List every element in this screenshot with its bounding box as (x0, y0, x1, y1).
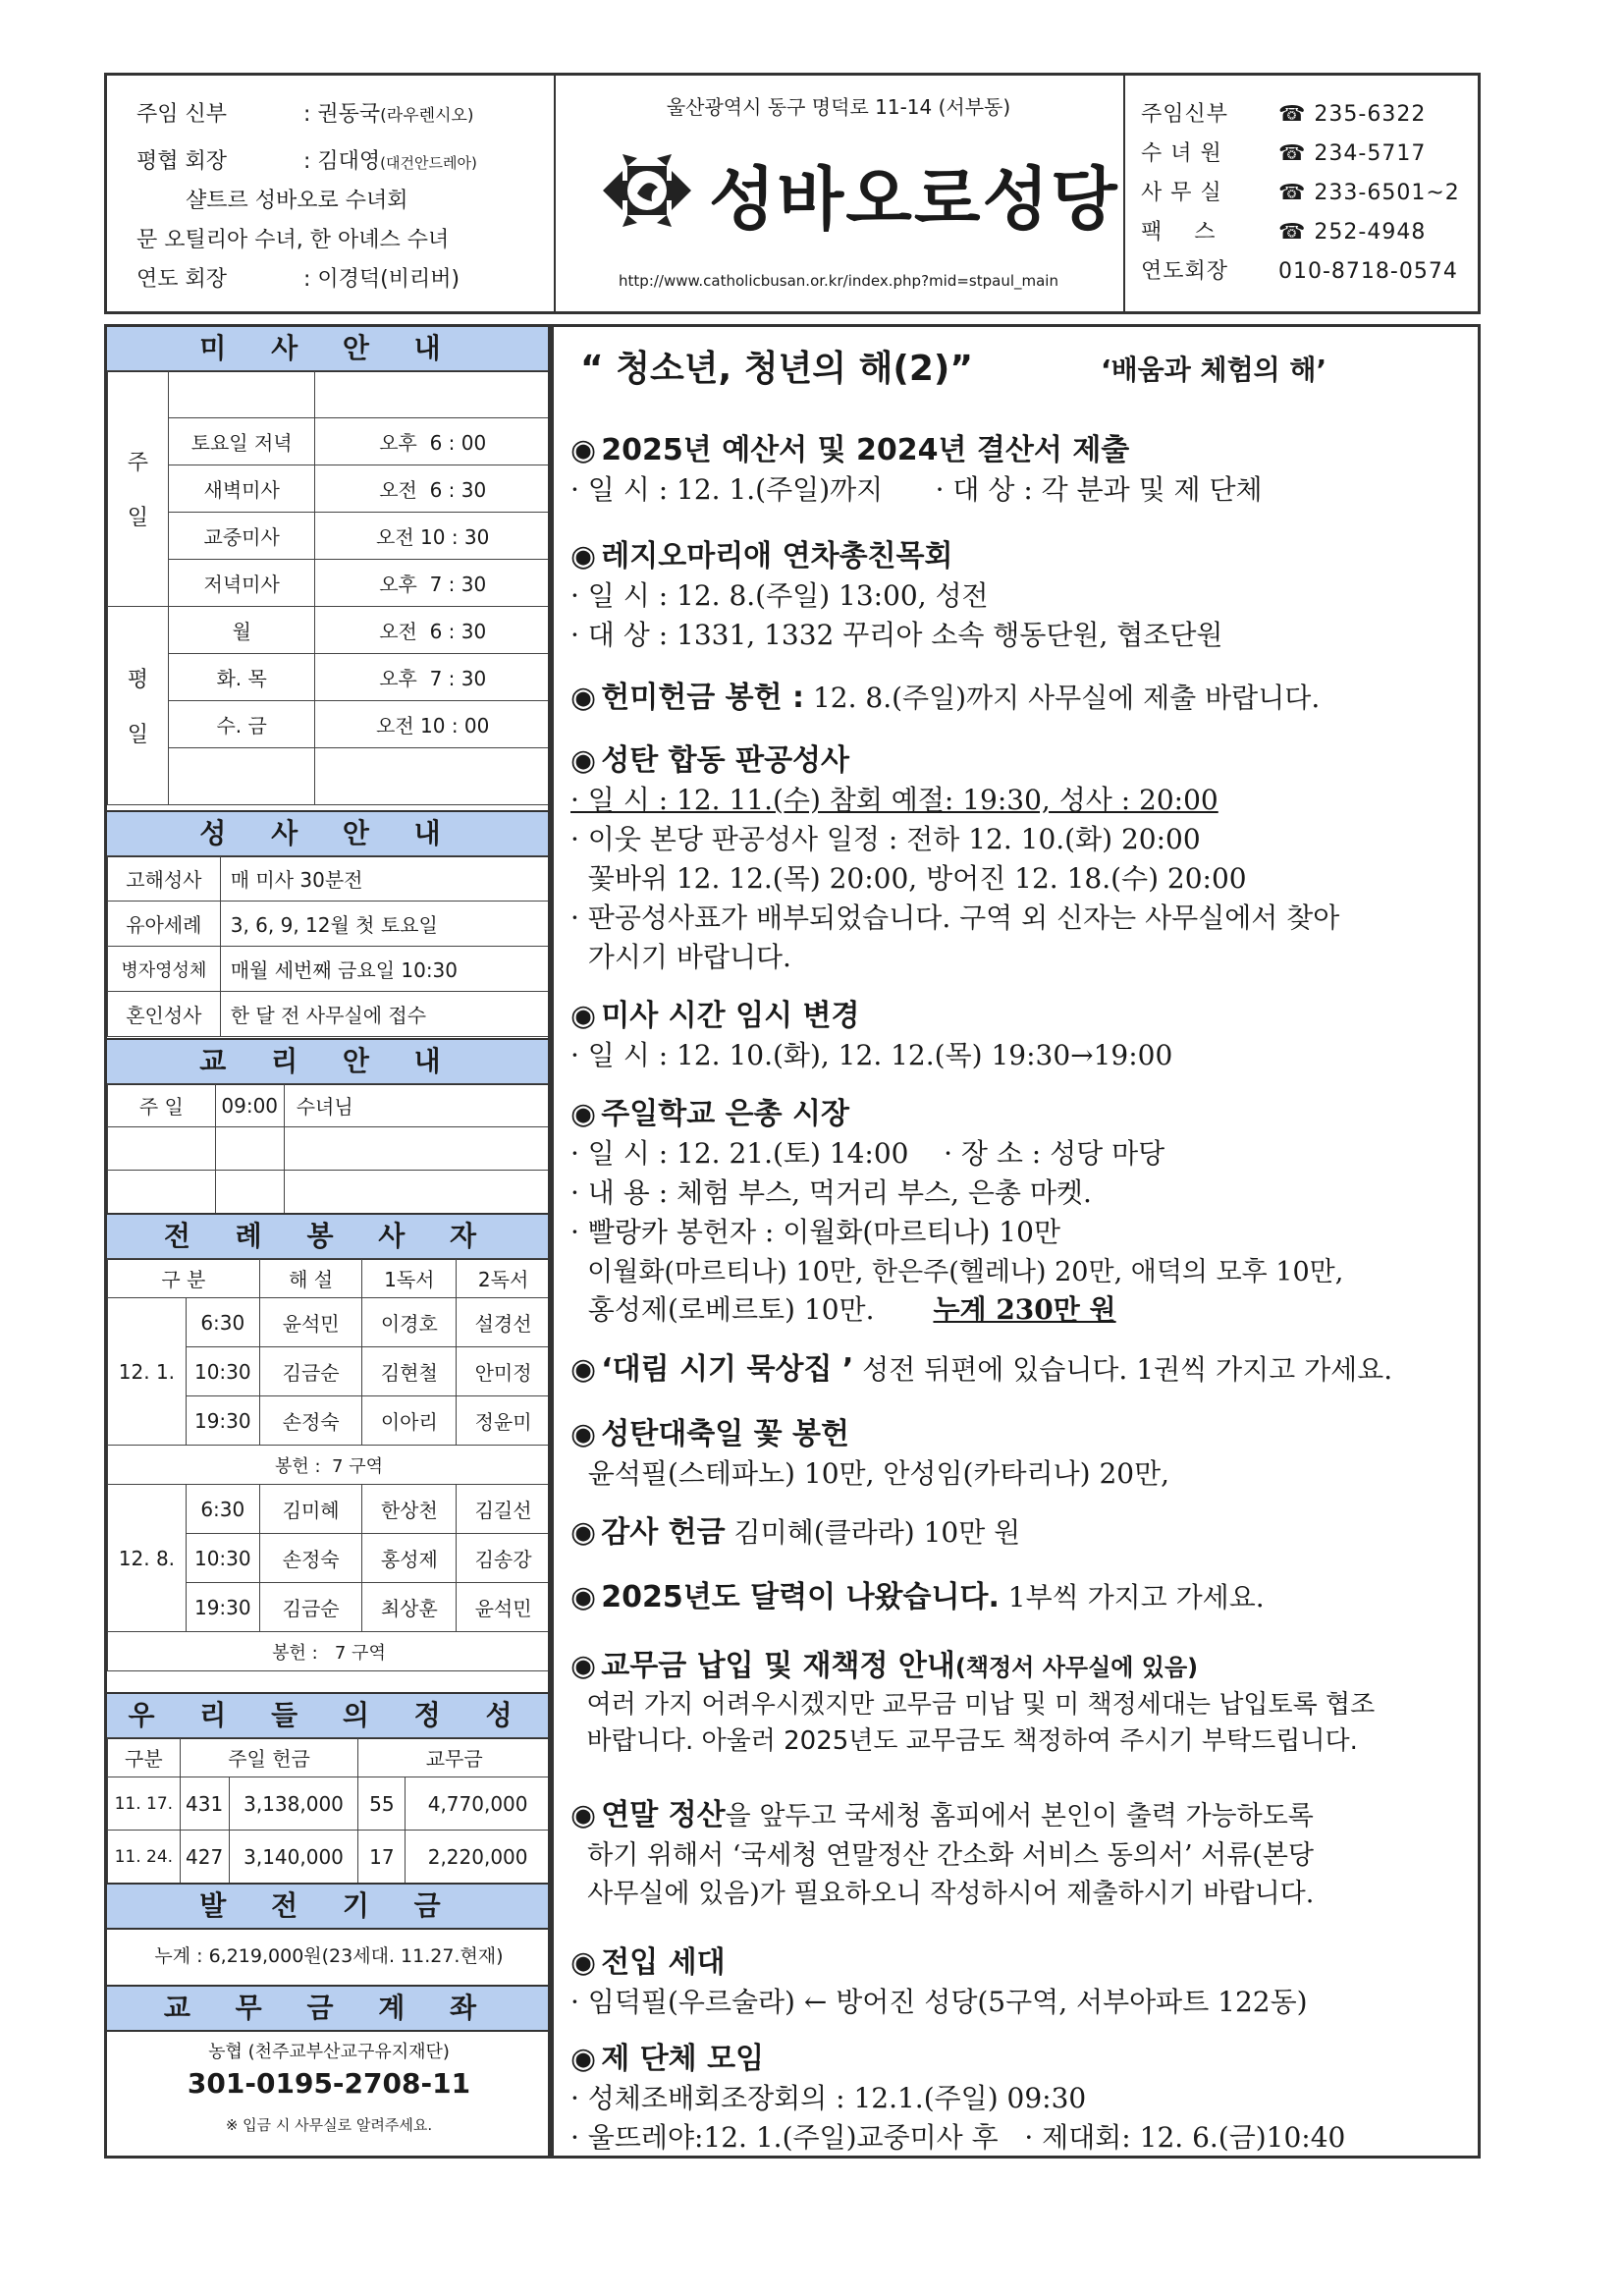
reader-2: 윤석민 (457, 1583, 551, 1632)
header-left (107, 76, 556, 311)
mass-table (107, 370, 551, 805)
mass-name: 화. 목 (168, 654, 315, 701)
liturgy-header: 해 설 (259, 1259, 362, 1298)
catechism-title: 교 리 안 내 (107, 1038, 551, 1085)
offering-amount: 3,140,000 (229, 1831, 358, 1884)
reader-1: 이경호 (362, 1298, 457, 1347)
mass-time: 오전 6 : 30 (315, 465, 551, 513)
notice-new-households (570, 1938, 1469, 2020)
bullet-icon: ◉ (570, 999, 597, 1033)
catechism-day: 주 일 (108, 1084, 216, 1127)
notice-meetings (570, 2034, 1469, 2156)
funeral-row: 연도 회장 : 이경덕(비리버) (136, 267, 460, 292)
mass-name: 토요일 저녁 (168, 418, 315, 465)
announcements (548, 324, 1481, 2159)
mass-time: 오후 7 : 30 (315, 560, 551, 607)
notice-line: · 판공성사표가 배부되었습니다. 구역 외 신자는 사무실에서 찾아 (570, 902, 1340, 934)
sacraments-table (107, 855, 551, 1037)
theme-title: “ 청소년, 청년의 해(2)” (580, 349, 973, 389)
bullet-icon: ◉ (570, 1515, 597, 1550)
notice-dues (570, 1641, 1469, 1757)
notice-title: 2025년 예산서 및 2024년 결산서 제출 (601, 433, 1130, 467)
offering-date: 11. 17. (108, 1777, 181, 1831)
commentator: 김금순 (259, 1583, 362, 1632)
notice-calendar (570, 1572, 1469, 1615)
notice-line: 1부씩 가지고 가세요. (999, 1581, 1265, 1613)
notice-confession (570, 736, 1469, 975)
contact-office: 사 무 실 ☎ 233-6501~2 (1141, 181, 1460, 205)
sacrament-name: 혼인성사 (108, 992, 221, 1037)
catechism-table (107, 1083, 551, 1214)
notice-title: 감사 헌금 (601, 1515, 726, 1550)
dues-amount: 2,220,000 (406, 1831, 551, 1884)
contact-funeral: 연도회장 010-8718-0574 (1141, 259, 1458, 284)
reader-1: 홍성제 (362, 1534, 457, 1583)
bullet-icon: ◉ (570, 433, 597, 467)
sacrament-name: 고해성사 (108, 856, 221, 902)
dues-count: 55 (358, 1777, 406, 1831)
mass-name: 새벽미사 (168, 465, 315, 513)
notice-line: 김미혜(클라라) 10만 원 (725, 1516, 1021, 1549)
notice-title: 성탄 합동 판공성사 (601, 743, 850, 778)
catechism-time: 09:00 (215, 1084, 284, 1127)
mass-time: 오전 10 : 00 (315, 701, 551, 748)
church-name: 성바오로성당 (709, 159, 1119, 240)
sacrament-desc: 한 달 전 사무실에 접수 (220, 992, 550, 1037)
notice-title: 미사 시간 임시 변경 (601, 999, 860, 1033)
reader-2: 김길선 (457, 1485, 551, 1534)
notice-title: ‘대림 시기 묵상집 ’ (601, 1352, 854, 1387)
mass-time: 오전 6 : 30 (315, 607, 551, 654)
notice-title: 전입 세대 (601, 1945, 726, 1980)
notice-line: 윤석필(스테파노) 10만, 안성임(카타리나) 20만, (570, 1457, 1170, 1490)
offering-date: 11. 24. (108, 1831, 181, 1884)
account-title: 교 무 금 계 좌 (107, 1985, 551, 2032)
congregation-row: 샬트르 성바오로 수녀회 (186, 189, 408, 213)
mass-name: 월 (168, 607, 315, 654)
reader-2: 설경선 (457, 1298, 551, 1347)
bullet-icon: ◉ (570, 1649, 597, 1683)
reader-2: 안미정 (457, 1347, 551, 1396)
service-row: 봉헌 : 7 구역 (108, 1632, 551, 1671)
liturgy-header: 1독서 (362, 1259, 457, 1298)
theme-subtitle: ‘배움과 체험의 해’ (1101, 354, 1327, 386)
notice-title: 2025년도 달력이 나왔습니다. (601, 1580, 1000, 1614)
commentator: 윤석민 (259, 1298, 362, 1347)
mass-time: 오후 6 : 00 (315, 418, 551, 465)
notice-line: · 일 시 : 12. 1.(주일)까지 · 대 상 : 각 분과 및 제 단체 (570, 473, 1263, 506)
liturgy-header: 구 분 (108, 1259, 260, 1298)
reader-2: 김송강 (457, 1534, 551, 1583)
notice-budget (570, 425, 1469, 508)
notice-line: 사무실에 있음)가 필요하오니 작성하시어 제출하시기 바랍니다. (570, 1879, 1315, 1909)
sacrament-desc: 매 미사 30분전 (220, 856, 550, 902)
notice-legio (570, 531, 1469, 653)
liturgy-time: 10:30 (186, 1534, 259, 1583)
reader-2: 정윤미 (457, 1396, 551, 1446)
fund-title: 발 전 기 금 (107, 1883, 551, 1930)
weekday-label: 평 일 (108, 607, 169, 805)
mass-name: 수. 금 (168, 701, 315, 748)
reader-1: 한상천 (362, 1485, 457, 1534)
notice-line: 여러 가지 어려우시겠지만 교무금 미납 및 미 책정세대는 납입토록 협조 (570, 1690, 1376, 1720)
liturgy-time: 6:30 (186, 1298, 259, 1347)
service-row: 봉헌 : 7 구역 (108, 1446, 551, 1485)
dues-amount: 4,770,000 (406, 1777, 551, 1831)
council-row: 평협 회장 : 김대영(대건안드레아) (136, 149, 477, 174)
bullet-icon: ◉ (570, 1798, 597, 1832)
notice-line: 홍성제(로베르토) 10만. (570, 1293, 875, 1326)
sacrament-desc: 매월 세번째 금요일 10:30 (220, 947, 550, 992)
notice-title: 주일학교 은총 시장 (601, 1097, 850, 1131)
pastor-row: 주임 신부 : 권동국(라우렌시오) (136, 102, 474, 127)
catechism-teacher: 수녀님 (284, 1084, 550, 1127)
church-logo (593, 137, 701, 245)
notice-line: 하기 위해서 ‘국세청 연말정산 간소화 서비스 동의서’ 서류(본당 (570, 1840, 1314, 1871)
sacrament-desc: 3, 6, 9, 12월 첫 토요일 (220, 902, 550, 947)
bullet-icon: ◉ (570, 1580, 597, 1614)
liturgy-header: 2독서 (457, 1259, 551, 1298)
notice-line: · 일 시 : 12. 21.(토) 14:00 · 장 소 : 성당 마당 (570, 1137, 1165, 1170)
offering-header: 구분 (108, 1738, 181, 1777)
liturgy-time: 19:30 (186, 1583, 259, 1632)
reader-1: 최상훈 (362, 1583, 457, 1632)
offering-count: 427 (180, 1831, 229, 1884)
liturgy-table (107, 1258, 551, 1671)
notice-rice-offering (570, 673, 1469, 716)
bullet-icon: ◉ (570, 2042, 597, 2076)
notice-title: 연말 정산 (601, 1798, 726, 1832)
header-contacts (1123, 76, 1478, 311)
notice-line: 을 앞두고 국세청 홈피에서 본인이 출력 가능하도록 (725, 1801, 1314, 1831)
notice-title: 성탄대축일 꽃 봉헌 (601, 1417, 850, 1451)
sunday-label: 주 일 (108, 371, 169, 607)
notice-line: 가시기 바랍니다. (570, 941, 791, 973)
notice-line: · 일 시 : 12. 11.(수) 참회 예절: 19:30, 성사 : 20:00 (570, 784, 1218, 816)
notice-line: 성전 뒤편에 있습니다. 1권씩 가지고 가세요. (853, 1353, 1393, 1386)
notice-title: 교무금 납입 및 재책정 안내 (601, 1649, 955, 1683)
sacrament-name: 유아세례 (108, 902, 221, 947)
bullet-icon: ◉ (570, 681, 597, 715)
liturgy-date: 12. 1. (108, 1298, 187, 1446)
bullet-icon: ◉ (570, 1097, 597, 1131)
notice-line: · 빨랑카 봉헌자 : 이월화(마르티나) 10만 (570, 1216, 1060, 1248)
notice-grace-market (570, 1089, 1469, 1328)
bullet-icon: ◉ (570, 743, 597, 778)
notice-thanks-offering (570, 1507, 1469, 1551)
notice-title: 헌미헌금 봉헌 : (601, 681, 805, 715)
contact-convent: 수 녀 원 ☎ 234-5717 (1141, 141, 1427, 166)
notice-line: · 울뜨레야:12. 1.(주일)교중미사 후 · 제대회: 12. 6.(금)10:40 (570, 2121, 1346, 2154)
contact-fax: 팩 스 ☎ 252-4948 (1141, 220, 1427, 245)
notice-line: · 임덕필(우르술라) ← 방어진 성당(5구역, 서부아파트 122동) (570, 1986, 1308, 2018)
offering-header: 주일 헌금 (180, 1738, 358, 1777)
liturgy-time: 6:30 (186, 1485, 259, 1534)
contact-pastor: 주임신부 ☎ 235-6322 (1141, 102, 1427, 127)
notice-line: · 일 시 : 12. 8.(주일) 13:00, 성전 (570, 579, 989, 612)
notice-line: · 내 용 : 체험 부스, 먹거리 부스, 은총 마켓. (570, 1176, 1092, 1209)
offering-amount: 3,138,000 (229, 1777, 358, 1831)
offerings-title: 우 리 들 의 정 성 (107, 1692, 551, 1739)
website-url[interactable]: http://www.catholicbusan.or.kr/index.php?mid=stpaul_main (619, 272, 1058, 290)
notice-line: · 대 상 : 1331, 1332 꾸리아 소속 행동단원, 협조단원 (570, 619, 1223, 651)
liturgy-time: 10:30 (186, 1347, 259, 1396)
commentator: 김미혜 (259, 1485, 362, 1534)
notice-line: (책정서 사무실에 있음) (954, 1654, 1199, 1681)
mass-name: 교중미사 (168, 513, 315, 560)
mass-name: 저녁미사 (168, 560, 315, 607)
notice-christmas-flowers (570, 1409, 1469, 1492)
sisters-row: 문 오틸리아 수녀, 한 아녜스 수녀 (136, 228, 450, 252)
bullet-icon: ◉ (570, 1945, 597, 1980)
notice-line: · 일 시 : 12. 10.(화), 12. 12.(목) 19:30→19:00 (570, 1039, 1173, 1071)
commentator: 손정숙 (259, 1396, 362, 1446)
reader-1: 김현철 (362, 1347, 457, 1396)
commentator: 김금순 (259, 1347, 362, 1396)
notice-line: 이월화(마르티나) 10만, 한은주(헬레나) 20만, 애덕의 모후 10만, (570, 1257, 1344, 1287)
account-bank: 농협 (천주교부산교구유지재단) (208, 2042, 450, 2062)
notice-line: 꽃바위 12. 12.(목) 20:00, 방어진 12. 18.(수) 20:00 (570, 862, 1247, 895)
fund-total: 누계 : 6,219,000원(23세대. 11.27.현재) (154, 1945, 504, 1967)
offering-header: 교무금 (358, 1738, 551, 1777)
offerings-table (107, 1737, 551, 1884)
mass-title: 미 사 안 내 (107, 325, 551, 372)
notice-line: · 성체조배회조장회의 : 12.1.(주일) 09:30 (570, 2082, 1087, 2114)
header-center (554, 76, 1125, 311)
notice-advent-book (570, 1344, 1469, 1388)
notice-line: 바랍니다. 아울러 2025년도 교무금도 책정하여 주시기 부탁드립니다. (570, 1726, 1358, 1756)
notice-title: 레지오마리애 연차총친목회 (601, 539, 953, 574)
notice-line: · 이웃 본당 판공성사 일정 : 전하 12. 10.(화) 20:00 (570, 823, 1201, 855)
bullet-icon: ◉ (570, 1352, 597, 1387)
account-number: 301-0195-2708-11 (187, 2067, 471, 2100)
account-note: ※ 입금 시 사무실로 알려주세요. (225, 2116, 433, 2134)
commentator: 손정숙 (259, 1534, 362, 1583)
market-total: 누계 230만 원 (933, 1293, 1116, 1326)
left-column (104, 324, 554, 2159)
dues-count: 17 (358, 1831, 406, 1884)
liturgy-title: 전 례 봉 사 자 (107, 1213, 551, 1260)
sacraments-title: 성 사 안 내 (107, 810, 551, 857)
notice-tax (570, 1790, 1469, 1910)
notice-line: 12. 8.(주일)까지 사무실에 제출 바랍니다. (804, 682, 1321, 714)
liturgy-date: 12. 8. (108, 1485, 187, 1632)
header-box (104, 73, 1481, 314)
bullet-icon: ◉ (570, 539, 597, 574)
mass-time: 오전 10 : 30 (315, 513, 551, 560)
bullet-icon: ◉ (570, 1417, 597, 1451)
notice-mass-time-change (570, 991, 1469, 1073)
notice-title: 제 단체 모임 (601, 2042, 765, 2076)
address: 울산광역시 동구 명덕로 11-14 (서부동) (666, 95, 1011, 119)
mass-time: 오후 7 : 30 (315, 654, 551, 701)
reader-1: 이아리 (362, 1396, 457, 1446)
sacrament-name: 병자영성체 (108, 947, 221, 992)
liturgy-time: 19:30 (186, 1396, 259, 1446)
offering-count: 431 (180, 1777, 229, 1831)
